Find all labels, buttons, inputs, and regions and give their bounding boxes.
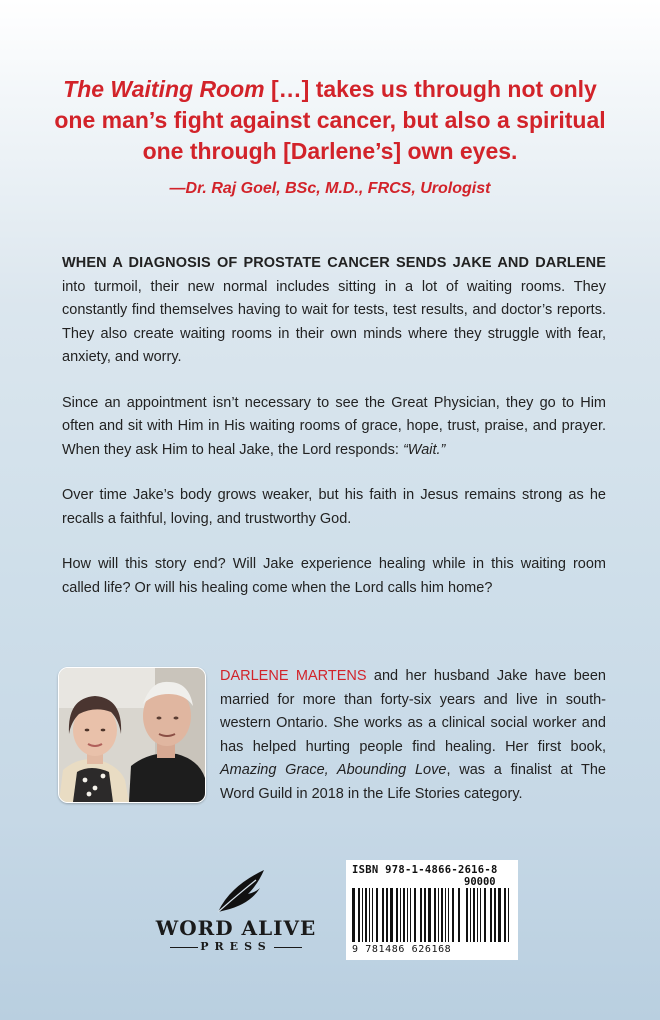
blurb-paragraph-2: [62, 392, 606, 463]
barcode-bar: [369, 888, 370, 942]
barcode-bar: [352, 888, 355, 942]
publisher-logo: [146, 866, 326, 958]
publisher-sub: PRESS: [200, 940, 272, 953]
isbn-number: ISBN 978-1-4866-2616-8: [352, 864, 498, 876]
barcode-bar: [438, 888, 439, 942]
barcode-bar: [390, 888, 393, 942]
barcode-bar: [382, 888, 384, 942]
quote-attribution: —Dr. Raj Goel, BSc, M.D., FRCS, Urologist: [169, 180, 491, 197]
barcode-bar: [396, 888, 398, 942]
blurb-paragraph-4: How will this story end? Will Jake experience healing while in this waiting room called life? Or will his healing come when the Lord calls him home?: [62, 556, 606, 596]
barcode-bar: [362, 888, 363, 942]
barcode-bar: [470, 888, 471, 942]
author-photo: [58, 667, 206, 803]
barcode-bar: [490, 888, 492, 942]
barcode-bar: [458, 888, 460, 942]
barcode-bar: [400, 888, 401, 942]
barcode-bars: [352, 888, 512, 944]
blurb-paragraph-3: Over time Jake’s body grows weaker, but his faith in Jesus remains strong as he recalls a faithful, loving, and trustworthy God.: [62, 487, 606, 527]
ean-number: 9 781486 626168: [352, 944, 452, 955]
barcode-bar: [358, 888, 360, 942]
barcode-bar: [372, 888, 373, 942]
first-book-title: Amazing Grace, Abounding Love: [220, 762, 447, 778]
publisher-name: WORD ALIVE: [155, 916, 317, 940]
barcode-bar: [477, 888, 478, 942]
barcode-bar: [448, 888, 449, 942]
quill-feather-icon: [146, 866, 326, 916]
barcode-bar: [441, 888, 443, 942]
barcode-bar: [407, 888, 408, 942]
blurb-paragraph-1: [62, 252, 606, 370]
book-blurb: [62, 252, 606, 622]
barcode-bar: [386, 888, 388, 942]
barcode-bar: [403, 888, 405, 942]
barcode-bar: [473, 888, 475, 942]
barcode-bar: [484, 888, 486, 942]
author-name: DARLENE MARTENS: [220, 668, 367, 684]
isbn-barcode: [346, 860, 518, 960]
barcode-bar: [494, 888, 496, 942]
barcode-bar: [420, 888, 422, 942]
barcode-bar: [410, 888, 411, 942]
barcode-bar: [445, 888, 446, 942]
barcode-bar: [434, 888, 436, 942]
barcode-bar: [452, 888, 454, 942]
barcode-bar: [508, 888, 509, 942]
bio-text-1: and her husband Jake have been married for more than forty-six years and live in south-western Ontario. She works as a clinical social worker and has helped hurting people find healing. Her first book,: [220, 668, 606, 755]
barcode-bar: [365, 888, 367, 942]
barcode-bar: [424, 888, 426, 942]
blurb-p1-text: into turmoil, their new normal includes sitting in a lot of waiting rooms. They constantly find themselves having to wait for tests, test results, and doctor’s reports. They also create waiting rooms in their own minds where they struggle with fear, anxiety, and worry.: [62, 278, 606, 365]
quote-book-title: The Waiting Room: [63, 76, 265, 102]
bio-text-2: , was a finalist at The Word Guild in 2018 in the Life Stories category.: [220, 762, 606, 802]
barcode-bar: [428, 888, 431, 942]
barcode-bar: [414, 888, 416, 942]
barcode-bar: [504, 888, 506, 942]
barcode-bar: [498, 888, 501, 942]
barcode-bar: [466, 888, 468, 942]
endorsement-quote: [40, 74, 620, 167]
blurb-p2-quote: “Wait.”: [402, 441, 446, 458]
logo-rule-right: [274, 947, 302, 948]
price-code: 90000: [464, 876, 496, 888]
barcode-bar: [376, 888, 378, 942]
quote-text: […] takes us through not only one man’s fight against cancer, but also a spiritual one through [Darlene’s] own eyes.: [54, 76, 606, 164]
blurb-lead-in: WHEN A DIAGNOSIS OF PROSTATE CANCER SENDS JAKE AND DARLENE: [62, 255, 606, 271]
author-bio: [220, 665, 606, 806]
blurb-p2-text: Since an appointment isn’t necessary to see the Great Physician, they go to Him often and sit with Him in His waiting rooms of grace, hope, trust, praise, and prayer. When they ask Him to heal Jake, the Lord responds:: [62, 394, 606, 458]
barcode-bar: [480, 888, 481, 942]
